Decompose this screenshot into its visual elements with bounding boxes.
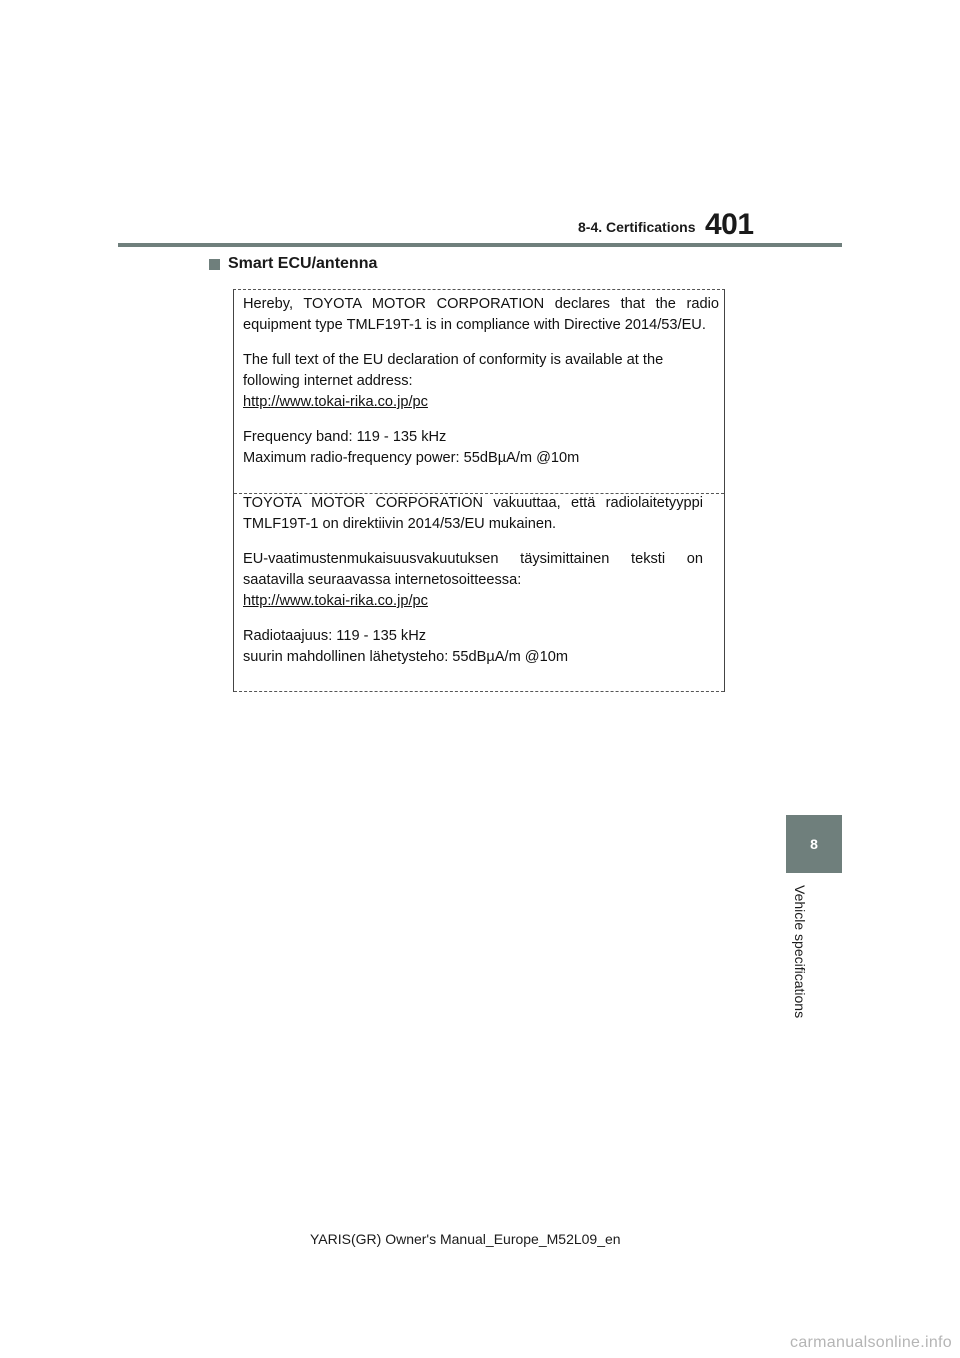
fi-line-4: saatavilla seuraavassa internetosoitteessa:	[243, 572, 522, 588]
en-max-power: Maximum radio-frequency power: 55dBµA/m @10m	[243, 450, 580, 466]
section-heading	[209, 255, 377, 273]
en-line-3: The full text of the EU declaration of conformity is available at the	[243, 352, 664, 368]
fi-line-1: TOYOTA MOTOR CORPORATION vakuuttaa, että radiolaitetyyppi	[243, 495, 703, 511]
section-title: 8-4. Certifications	[578, 219, 696, 235]
page-number: 401	[705, 208, 754, 241]
en-line-1: Hereby, TOYOTA MOTOR CORPORATION declares that the radio	[243, 296, 719, 312]
en-url-link[interactable]: http://www.tokai-rika.co.jp/pc	[243, 394, 428, 410]
fi-max-power: suurin mahdollinen lähetysteho: 55dBµA/m @10m	[243, 649, 569, 665]
fi-line-2: TMLF19T-1 on direktiivin 2014/53/EU mukainen.	[243, 516, 557, 532]
footer-text: YARIS(GR) Owner's Manual_Europe_M52L09_en	[310, 1231, 621, 1247]
en-line-4: following internet address:	[243, 373, 413, 389]
chapter-number: 8	[810, 836, 818, 852]
fi-url-link[interactable]: http://www.tokai-rika.co.jp/pc	[243, 593, 428, 609]
bottom-divider	[234, 691, 724, 692]
finnish-declaration	[243, 493, 703, 668]
heading-text: Smart ECU/antenna	[228, 255, 378, 272]
square-bullet-icon	[209, 259, 220, 270]
en-line-2: equipment type TMLF19T-1 is in compliance with Directive 2014/53/EU.	[243, 317, 706, 333]
english-declaration	[243, 294, 719, 469]
fi-frequency-band: Radiotaajuus: 119 - 135 kHz	[243, 628, 427, 644]
watermark: carmanualsonline.info	[790, 1334, 952, 1351]
header-rule	[118, 243, 842, 247]
chapter-tab[interactable]	[786, 815, 842, 873]
en-frequency-band: Frequency band: 119 - 135 kHz	[243, 429, 447, 445]
chapter-label: Vehicle specifications	[792, 885, 808, 1019]
fi-line-3: EU-vaatimustenmukaisuusvakuutuksen täysimittainen teksti on	[243, 551, 703, 567]
certification-box	[233, 289, 725, 692]
